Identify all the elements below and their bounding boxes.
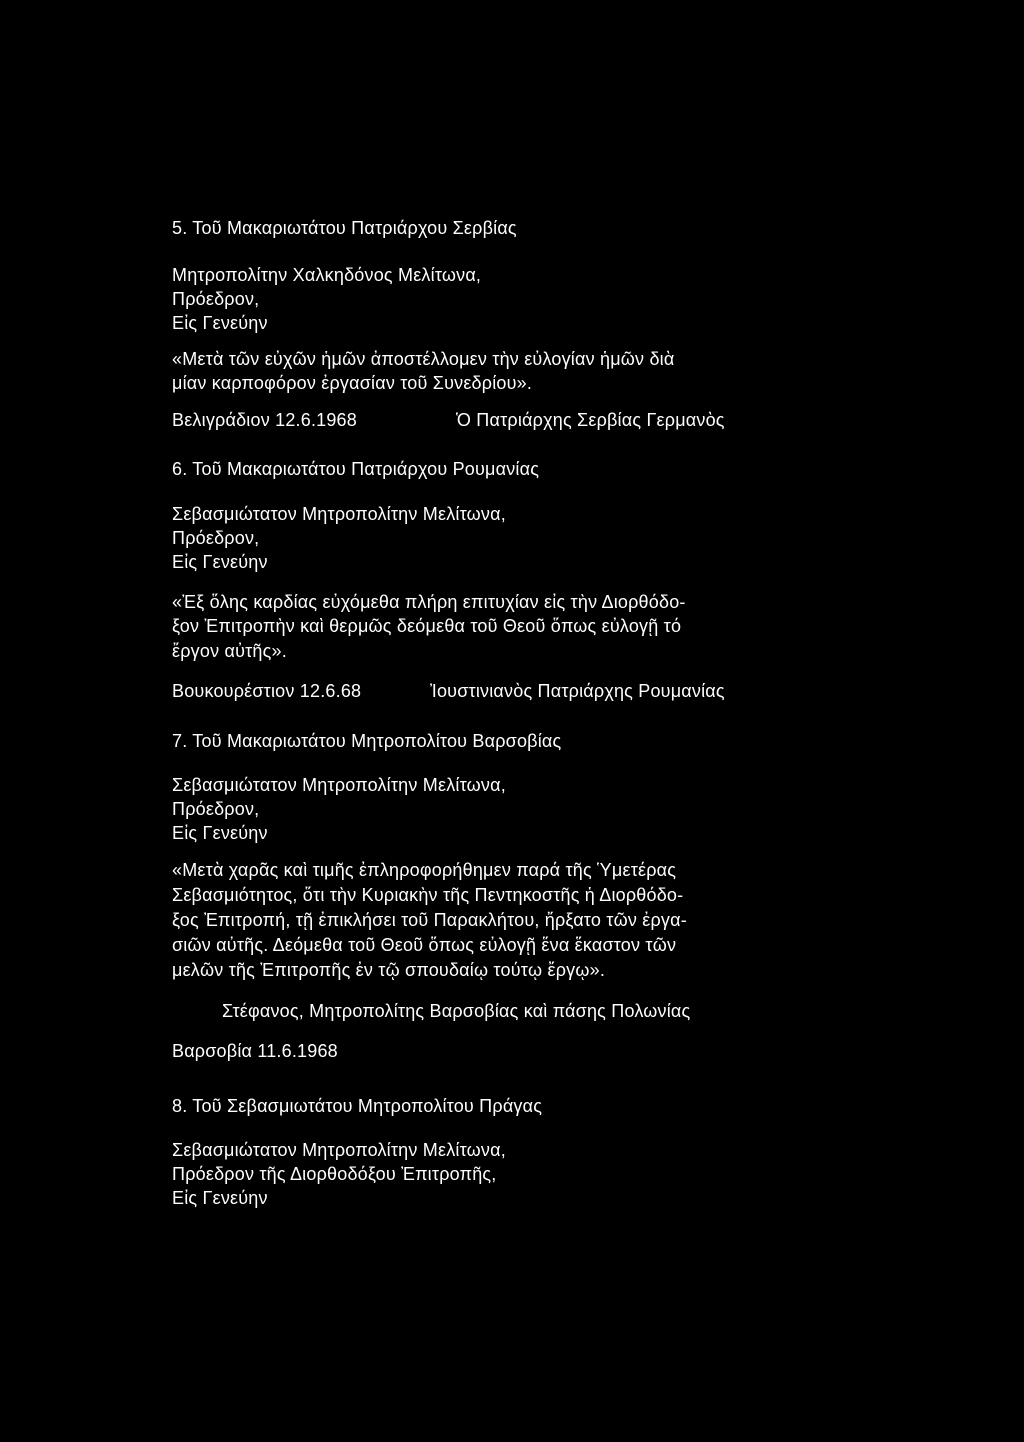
letter-body-line: μελῶν τῆς Ἐπιτροπῆς ἐν τῷ σπουδαίῳ τούτῳ ἔργῳ».	[172, 960, 606, 980]
letter-body-line: μίαν καρποφόρον ἐργασίαν τοῦ Συνεδρίου».	[172, 373, 533, 393]
salutation-line: Σεβασμιώτατον Μητροπολίτην Μελίτωνα,	[172, 775, 506, 795]
salutation-line: Πρόεδρον τῆς Διορθοδόξου Ἐπιτροπῆς,	[172, 1164, 497, 1184]
section-heading: 6. Τοῦ Μακαριωτάτου Πατριάρχου Ρουμανίας	[172, 459, 540, 479]
signature: Ἰουστινιανὸς Πατριάρχης Ρουμανίας	[430, 681, 725, 701]
section-heading: 7. Τοῦ Μακαριωτάτου Μητροπολίτου Βαρσοβίας	[172, 731, 562, 751]
salutation-line: Πρόεδρον,	[172, 528, 260, 548]
place-date: Βαρσοβία 11.6.1968	[172, 1041, 338, 1061]
signature: Ὁ Πατριάρχης Σερβίας Γερμανὸς	[456, 410, 725, 430]
letter-body-line: «Ἐξ ὅλης καρδίας εὐχόμεθα πλήρη επιτυχίαν εἰς τὴν Διορθόδο-	[172, 592, 686, 612]
section-heading: 8. Τοῦ Σεβασμιωτάτου Μητροπολίτου Πράγας	[172, 1096, 543, 1116]
place-date: Βελιγράδιον 12.6.1968	[172, 410, 357, 430]
salutation-line: Πρόεδρον,	[172, 799, 260, 819]
salutation-line: Μητροπολίτην Χαλκηδόνος Μελίτωνα,	[172, 265, 482, 285]
letter-body-line: «Μετὰ τῶν εὐχῶν ἡμῶν ἀποστέλλομεν τὴν εὐλογίαν ἡμῶν διὰ	[172, 349, 675, 369]
salutation-line: Εἰς Γενεύην	[172, 552, 268, 572]
place-date: Βουκουρέστιον 12.6.68	[172, 681, 362, 701]
letter-body-line: ἔργον αὐτῆς».	[172, 641, 287, 661]
letter-body-line: Σεβασμιότητος, ὅτι τὴν Κυριακὴν τῆς Πεντηκοστῆς ἡ Διορθόδο-	[172, 885, 684, 905]
letter-body-line: ξον Ἐπιτροπὴν καὶ θερμῶς δεόμεθα τοῦ Θεοῦ ὅπως εὐλογῇ τό	[172, 616, 682, 636]
salutation-line: Πρόεδρον,	[172, 289, 260, 309]
letter-body-line: ξος Ἐπιτροπή, τῇ ἐπικλήσει τοῦ Παρακλήτου, ἤρξατο τῶν ἐργα-	[172, 910, 687, 930]
salutation-line: Σεβασμιώτατον Μητροπολίτην Μελίτωνα,	[172, 1140, 506, 1160]
section-heading: 5. Τοῦ Μακαριωτάτου Πατριάρχου Σερβίας	[172, 218, 517, 238]
salutation-line: Εἰς Γενεύην	[172, 823, 268, 843]
salutation-line: Εἰς Γενεύην	[172, 1188, 268, 1208]
salutation-line: Σεβασμιώτατον Μητροπολίτην Μελίτωνα,	[172, 504, 506, 524]
letter-body-line: σιῶν αὐτῆς. Δεόμεθα τοῦ Θεοῦ ὅπως εὐλογῇ ἕνα ἕκαστον τῶν	[172, 935, 677, 955]
salutation-line: Εἰς Γενεύην	[172, 313, 268, 333]
signature: Στέφανος, Μητροπολίτης Βαρσοβίας καὶ πάσης Πολωνίας	[222, 1001, 691, 1021]
letter-body-line: «Μετὰ χαρᾶς καὶ τιμῆς ἐπληροφορήθημεν παρά τῆς Ὑμετέρας	[172, 860, 677, 880]
